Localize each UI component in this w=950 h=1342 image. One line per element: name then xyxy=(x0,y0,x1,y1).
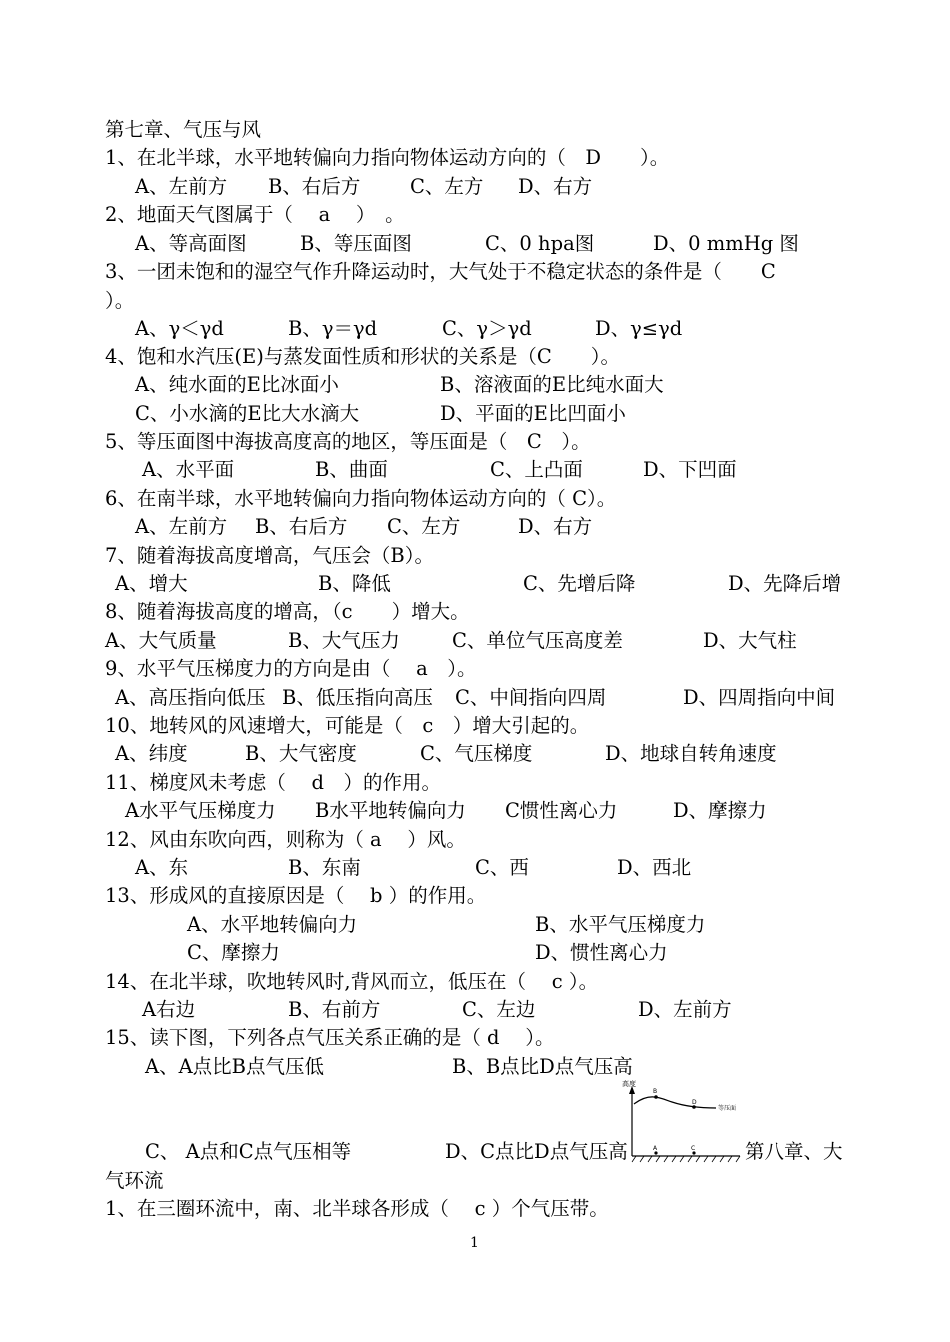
option: B、等压面图 xyxy=(300,232,412,255)
option: D、惯性离心力 xyxy=(535,941,668,964)
option: C、西 xyxy=(475,856,529,879)
option: B、右后方 xyxy=(268,175,361,198)
option: B水平地转偏向力 xyxy=(315,799,466,822)
option: A、A点比B点气压低 xyxy=(145,1055,324,1078)
y-axis-label: 高度 xyxy=(622,1080,636,1088)
option: C、中间指向四周 xyxy=(455,686,607,709)
option: B、γ＝γd xyxy=(288,317,378,340)
option: D、先降后增 xyxy=(728,572,842,595)
option: A、纯水面的E比冰面小 xyxy=(135,373,339,396)
option: A、左前方 xyxy=(135,515,228,538)
option: B、曲面 xyxy=(315,458,388,481)
question-stem: 10、地转风的风速增大，可能是（ c ）增大引起的。 xyxy=(105,714,590,737)
option: B、溶液面的E比纯水面大 xyxy=(440,373,664,396)
label-a: A xyxy=(653,1145,658,1152)
curve-label: 等压面 xyxy=(718,1105,737,1112)
option: B、降低 xyxy=(318,572,391,595)
option: D、右方 xyxy=(518,175,593,198)
question-stem: 11、梯度风未考虑（ d ）的作用。 xyxy=(105,771,441,794)
option: C、左边 xyxy=(462,998,536,1021)
question-stem: 9、水平气压梯度力的方向是由（ a ）。 xyxy=(105,657,477,680)
option: B、右前方 xyxy=(288,998,381,1021)
option: D、下凹面 xyxy=(643,458,737,481)
option: A、水平面 xyxy=(142,458,235,481)
question-stem: 3、一团未饱和的湿空气作升降运动时，大气处于不稳定状态的条件是（ C xyxy=(105,260,776,283)
option: B、低压指向高压 xyxy=(282,686,433,709)
option: C、气压梯度 xyxy=(420,742,533,765)
option: A、增大 xyxy=(115,572,188,595)
isobaric-curve xyxy=(634,1097,716,1108)
ground-hatching xyxy=(632,1156,740,1162)
question-stem: 1、在三圈环流中，南、北半球各形成（ c ）个气压带。 xyxy=(105,1197,609,1220)
isobaric-surface-figure xyxy=(620,1078,750,1166)
option: D、大气柱 xyxy=(703,629,797,652)
option: D、0 mmHg 图 xyxy=(653,232,799,255)
option: D、左前方 xyxy=(638,998,732,1021)
option: C、先增后降 xyxy=(523,572,636,595)
chapter8-title: 第八章、大 xyxy=(745,1140,843,1163)
option: C、左方 xyxy=(410,175,484,198)
question-stem: 2、地面天气图属于（ a ） 。 xyxy=(105,203,405,226)
question-stem: 8、随着海拔高度的增高，（c ）增大。 xyxy=(105,600,470,623)
option: C、左方 xyxy=(387,515,461,538)
option: D、平面的E比凹面小 xyxy=(440,402,626,425)
option: A、大气质量 xyxy=(105,629,217,652)
label-b: B xyxy=(653,1088,658,1095)
option: D、γ≤γd xyxy=(595,317,683,340)
page-number: 1 xyxy=(470,1235,479,1251)
question-stem: 6、在南半球，水平地转偏向力指向物体运动方向的（ C）。 xyxy=(105,487,617,510)
option: C惯性离心力 xyxy=(505,799,618,822)
option: A右边 xyxy=(142,998,196,1021)
option: D、四周指向中间 xyxy=(683,686,836,709)
option: A水平气压梯度力 xyxy=(125,799,276,822)
option: A、东 xyxy=(135,856,189,879)
question-stem: 12、风由东吹向西，则称为（ a ）风。 xyxy=(105,828,466,851)
option: C、摩擦力 xyxy=(187,941,280,964)
question-stem: 14、在北半球，吹地转风时,背风而立，低压在（ c ）。 xyxy=(105,970,599,993)
option: A、高压指向低压 xyxy=(115,686,266,709)
option: D、摩擦力 xyxy=(673,799,767,822)
label-c: C xyxy=(691,1145,696,1152)
option: B、大气压力 xyxy=(288,629,400,652)
question-stem: 1、在北半球，水平地转偏向力指向物体运动方向的（ D ）。 xyxy=(105,146,670,169)
option: C、小水滴的E比大水滴大 xyxy=(135,402,360,425)
option: B、大气密度 xyxy=(245,742,357,765)
option: A、左前方 xyxy=(135,175,228,198)
label-d: D xyxy=(692,1099,697,1106)
option: A、等高面图 xyxy=(135,232,247,255)
option: B、右后方 xyxy=(255,515,348,538)
option: A、γ＜γd xyxy=(135,317,224,340)
question-stem: 7、随着海拔高度增高，气压会（B）。 xyxy=(105,544,434,567)
option: B、东南 xyxy=(288,856,361,879)
question-stem: 4、饱和水汽压(E)与蒸发面性质和形状的关系是（C ）。 xyxy=(105,345,621,368)
option: A、纬度 xyxy=(115,742,188,765)
option: D、西北 xyxy=(617,856,692,879)
option: D、地球自转角速度 xyxy=(605,742,777,765)
chapter7-title: 第七章、气压与风 xyxy=(105,118,262,141)
question-stem: 15、读下图，下列各点气压关系正确的是（ d ）。 xyxy=(105,1026,555,1049)
question-stem: 5、等压面图中海拔高度高的地区，等压面是（ C ）。 xyxy=(105,430,591,453)
option: D、C点比D点气压高 xyxy=(445,1140,628,1163)
option: C、 A点和C点气压相等 xyxy=(145,1140,352,1163)
option: B、B点比D点气压高 xyxy=(452,1055,633,1078)
question-stem-cont: ）。 xyxy=(105,289,135,312)
option: B、水平气压梯度力 xyxy=(535,913,706,936)
point-b xyxy=(654,1095,658,1099)
option: C、单位气压高度差 xyxy=(452,629,623,652)
chapter8-title-cont: 气环流 xyxy=(105,1169,164,1192)
option: C、上凸面 xyxy=(490,458,583,481)
option: A、水平地转偏向力 xyxy=(187,913,358,936)
question-stem: 13、形成风的直接原因是（ b ）的作用。 xyxy=(105,884,487,907)
option: D、右方 xyxy=(518,515,593,538)
option: C、0 hpa图 xyxy=(485,232,595,255)
option: C、γ＞γd xyxy=(442,317,532,340)
